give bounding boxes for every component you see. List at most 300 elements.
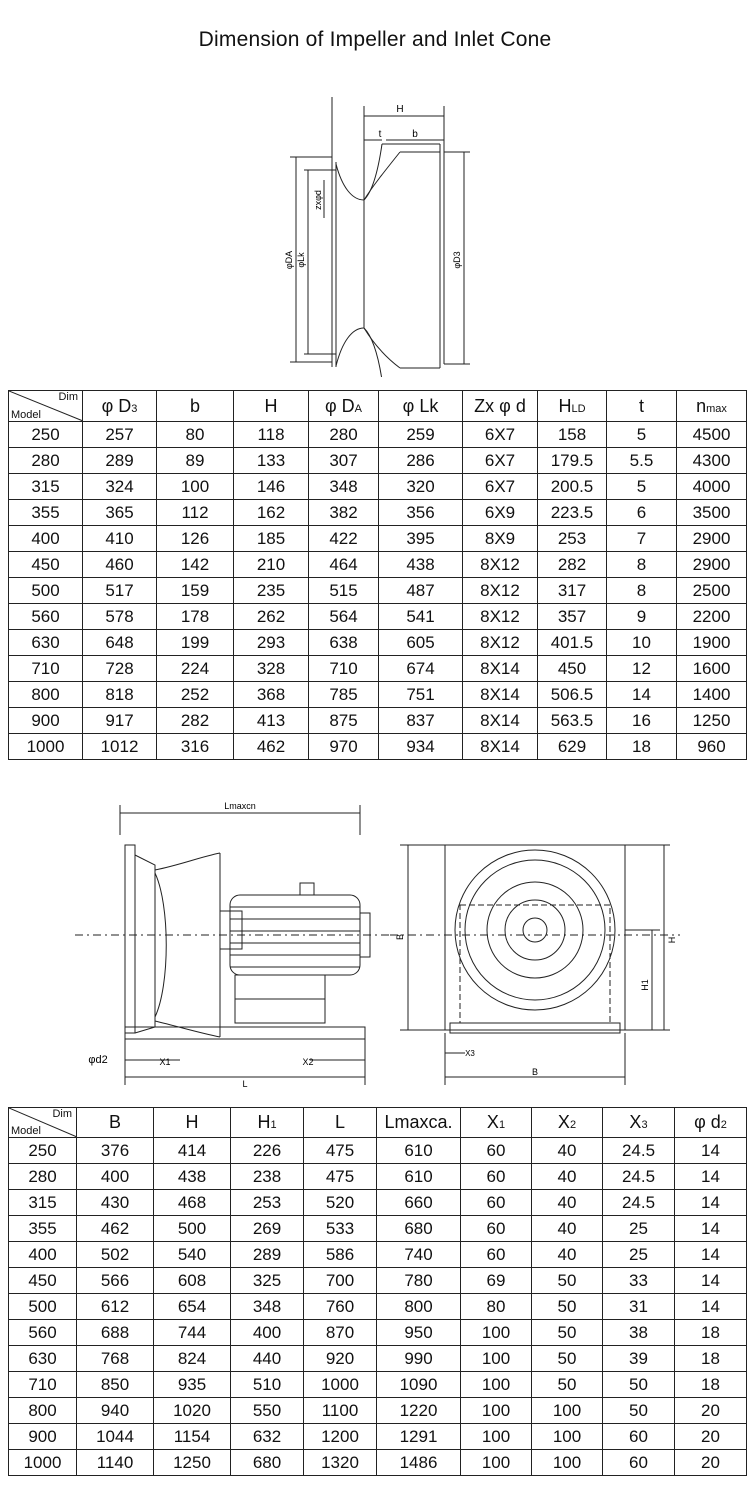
table-cell: 259 xyxy=(379,422,463,448)
table-cell: 1020 xyxy=(154,1398,231,1424)
table-cell: 235 xyxy=(234,578,309,604)
table-cell: 1100 xyxy=(304,1398,377,1424)
column-header xyxy=(154,1108,231,1138)
table-cell: 178 xyxy=(157,604,234,630)
table-cell: 464 xyxy=(309,552,379,578)
table-cell: 40 xyxy=(532,1138,603,1164)
column-header xyxy=(675,1108,747,1138)
table-row xyxy=(9,1268,747,1294)
table-cell: 8X14 xyxy=(463,734,538,760)
table-row xyxy=(9,708,747,734)
table-cell: 990 xyxy=(377,1346,461,1372)
table-cell: 400 xyxy=(231,1320,304,1346)
table-cell: 586 xyxy=(304,1242,377,1268)
table-cell: 605 xyxy=(379,630,463,656)
table-cell: 638 xyxy=(309,630,379,656)
label-b: b xyxy=(412,129,418,140)
label-zxd: zxφd xyxy=(313,190,323,210)
table-cell: 8X12 xyxy=(463,630,538,656)
table-cell: 50 xyxy=(532,1320,603,1346)
table-cell: 286 xyxy=(379,448,463,474)
table-cell: 4300 xyxy=(677,448,747,474)
table-cell: 1090 xyxy=(377,1372,461,1398)
table-cell: 223.5 xyxy=(538,500,607,526)
table-cell: 566 xyxy=(77,1268,154,1294)
model-cell: 800 xyxy=(9,1398,77,1424)
table-cell: 8X14 xyxy=(463,682,538,708)
table-cell: 920 xyxy=(304,1346,377,1372)
table-cell: 320 xyxy=(379,474,463,500)
table-cell: 100 xyxy=(461,1424,532,1450)
table-cell: 282 xyxy=(157,708,234,734)
column-header xyxy=(461,1108,532,1138)
model-cell: 1000 xyxy=(9,1450,77,1476)
table-cell: 14 xyxy=(675,1242,747,1268)
column-header-label: b xyxy=(189,395,200,416)
impeller-dimension-table xyxy=(8,390,747,760)
model-cell: 400 xyxy=(9,1242,77,1268)
table-cell: 1012 xyxy=(83,734,157,760)
table-cell: 785 xyxy=(309,682,379,708)
corner-dim-label: Dim xyxy=(52,1108,72,1120)
column-header-label: φ d xyxy=(694,1112,721,1132)
table-cell: 224 xyxy=(157,656,234,682)
table-cell: 460 xyxy=(83,552,157,578)
table-cell: 80 xyxy=(461,1294,532,1320)
table-cell: 14 xyxy=(675,1294,747,1320)
table-cell: 515 xyxy=(309,578,379,604)
table-cell: 960 xyxy=(677,734,747,760)
model-cell: 250 xyxy=(9,1138,77,1164)
table-cell: 142 xyxy=(157,552,234,578)
table2-corner-header xyxy=(9,1108,77,1138)
label-H1: H1 xyxy=(640,979,650,991)
label-lmax: Lmaxcn xyxy=(224,801,256,811)
page-title: Dimension of Impeller and Inlet Cone xyxy=(198,28,552,51)
table-cell: 1140 xyxy=(77,1450,154,1476)
table-cell: 8X12 xyxy=(463,578,538,604)
table-cell: 870 xyxy=(304,1320,377,1346)
column-header-subscript: 1 xyxy=(270,1119,277,1131)
table-cell: 40 xyxy=(532,1164,603,1190)
table-cell: 200.5 xyxy=(538,474,607,500)
table-cell: 608 xyxy=(154,1268,231,1294)
table-row xyxy=(9,526,747,552)
table-row xyxy=(9,682,747,708)
table-cell: 768 xyxy=(77,1346,154,1372)
table-cell: 468 xyxy=(154,1190,231,1216)
table-cell: 289 xyxy=(231,1242,304,1268)
table-cell: 307 xyxy=(309,448,379,474)
table-cell: 2200 xyxy=(677,604,747,630)
table-cell: 324 xyxy=(83,474,157,500)
table-cell: 162 xyxy=(234,500,309,526)
table-cell: 325 xyxy=(231,1268,304,1294)
table-cell: 9 xyxy=(607,604,677,630)
table-cell: 430 xyxy=(77,1190,154,1216)
model-cell: 630 xyxy=(9,630,83,656)
table-cell: 317 xyxy=(538,578,607,604)
column-header xyxy=(231,1108,304,1138)
column-header xyxy=(77,1108,154,1138)
label-L: L xyxy=(242,1079,248,1089)
table-cell: 20 xyxy=(675,1398,747,1424)
table-cell: 660 xyxy=(377,1190,461,1216)
table-cell: 146 xyxy=(234,474,309,500)
table-cell: 89 xyxy=(157,448,234,474)
corner-dim-label: Dim xyxy=(58,391,78,403)
table-cell: 50 xyxy=(532,1346,603,1372)
table-cell: 16 xyxy=(607,708,677,734)
table-cell: 100 xyxy=(461,1346,532,1372)
table-cell: 438 xyxy=(154,1164,231,1190)
column-header-label: t xyxy=(638,395,644,416)
table-cell: 917 xyxy=(83,708,157,734)
table-row xyxy=(9,422,747,448)
column-header-subscript: 2 xyxy=(720,1119,727,1131)
table-cell: 1044 xyxy=(77,1424,154,1450)
table-cell: 60 xyxy=(603,1424,675,1450)
table-cell: 510 xyxy=(231,1372,304,1398)
table-cell: 970 xyxy=(309,734,379,760)
table-cell: 837 xyxy=(379,708,463,734)
table-cell: 18 xyxy=(675,1320,747,1346)
column-header-label: φ D xyxy=(324,395,355,416)
table-cell: 6X7 xyxy=(463,474,538,500)
table-cell: 8 xyxy=(607,578,677,604)
table-cell: 680 xyxy=(377,1216,461,1242)
table-cell: 462 xyxy=(77,1216,154,1242)
table-cell: 348 xyxy=(231,1294,304,1320)
table-cell: 1220 xyxy=(377,1398,461,1424)
table-cell: 475 xyxy=(304,1138,377,1164)
table-cell: 357 xyxy=(538,604,607,630)
table-cell: 5.5 xyxy=(607,448,677,474)
table-cell: 269 xyxy=(231,1216,304,1242)
table-cell: 8X14 xyxy=(463,656,538,682)
table-cell: 50 xyxy=(532,1294,603,1320)
table-cell: 18 xyxy=(607,734,677,760)
model-cell: 315 xyxy=(9,1190,77,1216)
table-cell: 14 xyxy=(675,1190,747,1216)
table-cell: 648 xyxy=(83,630,157,656)
model-cell: 900 xyxy=(9,1424,77,1450)
column-header xyxy=(83,391,157,422)
table-cell: 69 xyxy=(461,1268,532,1294)
table-cell: 875 xyxy=(309,708,379,734)
table-cell: 100 xyxy=(532,1450,603,1476)
column-header-label: H xyxy=(264,395,278,416)
column-header-subscript: A xyxy=(354,402,362,415)
model-cell: 355 xyxy=(9,1216,77,1242)
table-cell: 475 xyxy=(304,1164,377,1190)
table-cell: 133 xyxy=(234,448,309,474)
column-header-label: H xyxy=(558,395,572,416)
table-cell: 935 xyxy=(154,1372,231,1398)
table-cell: 100 xyxy=(157,474,234,500)
column-header xyxy=(157,391,234,422)
table-row xyxy=(9,1424,747,1450)
model-cell: 630 xyxy=(9,1346,77,1372)
table-cell: 14 xyxy=(675,1268,747,1294)
table-row xyxy=(9,1242,747,1268)
table-cell: 438 xyxy=(379,552,463,578)
table-cell: 12 xyxy=(607,656,677,682)
table-cell: 610 xyxy=(377,1138,461,1164)
table-cell: 744 xyxy=(154,1320,231,1346)
table-row xyxy=(9,578,747,604)
table-row xyxy=(9,630,747,656)
table-cell: 6X9 xyxy=(463,500,538,526)
table-cell: 253 xyxy=(231,1190,304,1216)
column-header-label: B xyxy=(108,1112,121,1132)
table-cell: 60 xyxy=(461,1138,532,1164)
table-cell: 800 xyxy=(377,1294,461,1320)
label-Lk: φLk xyxy=(296,252,306,268)
column-header-subscript: 3 xyxy=(641,1119,648,1131)
impeller-inlet-cone-drawing xyxy=(260,92,490,377)
table-cell: 18 xyxy=(675,1346,747,1372)
table-cell: 50 xyxy=(532,1372,603,1398)
table-cell: 612 xyxy=(77,1294,154,1320)
label-t: t xyxy=(378,129,382,140)
label-D3: φD3 xyxy=(452,251,462,269)
table-cell: 126 xyxy=(157,526,234,552)
table-cell: 33 xyxy=(603,1268,675,1294)
label-d2: φd2 xyxy=(88,1054,108,1066)
table-cell: 401.5 xyxy=(538,630,607,656)
table-cell: 506.5 xyxy=(538,682,607,708)
table-row xyxy=(9,1398,747,1424)
column-header-subscript: 3 xyxy=(131,402,138,415)
column-header-subscript: 1 xyxy=(498,1119,506,1131)
column-header-label: X xyxy=(557,1112,570,1132)
table-cell: 1900 xyxy=(677,630,747,656)
table-cell: 824 xyxy=(154,1346,231,1372)
table-cell: 440 xyxy=(231,1346,304,1372)
table-cell: 8X9 xyxy=(463,526,538,552)
table-cell: 4500 xyxy=(677,422,747,448)
column-header-subscript: max xyxy=(706,402,727,415)
column-header xyxy=(677,391,747,422)
table-cell: 348 xyxy=(309,474,379,500)
table-cell: 6X7 xyxy=(463,422,538,448)
column-header xyxy=(463,391,538,422)
table-row xyxy=(9,656,747,682)
table-cell: 257 xyxy=(83,422,157,448)
table-cell: 1000 xyxy=(304,1372,377,1398)
column-header xyxy=(377,1108,461,1138)
table-cell: 6 xyxy=(607,500,677,526)
model-cell: 250 xyxy=(9,422,83,448)
column-header-label: H xyxy=(257,1112,271,1132)
table-cell: 940 xyxy=(77,1398,154,1424)
table-cell: 38 xyxy=(603,1320,675,1346)
table-cell: 210 xyxy=(234,552,309,578)
table-cell: 60 xyxy=(603,1450,675,1476)
model-cell: 355 xyxy=(9,500,83,526)
table1-body xyxy=(9,422,747,760)
table-cell: 674 xyxy=(379,656,463,682)
table-row xyxy=(9,1320,747,1346)
table-cell: 533 xyxy=(304,1216,377,1242)
table-cell: 7 xyxy=(607,526,677,552)
table-cell: 780 xyxy=(377,1268,461,1294)
table-row xyxy=(9,1138,747,1164)
table-row xyxy=(9,1164,747,1190)
table-cell: 293 xyxy=(234,630,309,656)
model-cell: 450 xyxy=(9,552,83,578)
table-row xyxy=(9,1190,747,1216)
table-cell: 680 xyxy=(231,1450,304,1476)
table-cell: 14 xyxy=(675,1138,747,1164)
table-row xyxy=(9,552,747,578)
table-cell: 112 xyxy=(157,500,234,526)
table-cell: 395 xyxy=(379,526,463,552)
table-cell: 487 xyxy=(379,578,463,604)
table-cell: 410 xyxy=(83,526,157,552)
table-cell: 199 xyxy=(157,630,234,656)
table-cell: 500 xyxy=(154,1216,231,1242)
table-cell: 100 xyxy=(461,1320,532,1346)
table-cell: 1486 xyxy=(377,1450,461,1476)
label-X1: X1 xyxy=(159,1057,171,1067)
table-cell: 540 xyxy=(154,1242,231,1268)
table-cell: 118 xyxy=(234,422,309,448)
table-cell: 413 xyxy=(234,708,309,734)
table-cell: 25 xyxy=(603,1216,675,1242)
table-cell: 60 xyxy=(461,1190,532,1216)
column-header-label: X xyxy=(629,1112,642,1132)
table-cell: 2500 xyxy=(677,578,747,604)
table-row xyxy=(9,1450,747,1476)
table-cell: 376 xyxy=(77,1138,154,1164)
table-cell: 50 xyxy=(532,1268,603,1294)
table-cell: 8X12 xyxy=(463,552,538,578)
column-header xyxy=(304,1108,377,1138)
table-cell: 3500 xyxy=(677,500,747,526)
table-cell: 850 xyxy=(77,1372,154,1398)
fan-assembly-drawing xyxy=(70,795,690,1095)
model-cell: 280 xyxy=(9,448,83,474)
model-cell: 1000 xyxy=(9,734,83,760)
table-cell: 1320 xyxy=(304,1450,377,1476)
table-cell: 100 xyxy=(461,1398,532,1424)
table-cell: 40 xyxy=(532,1190,603,1216)
table-row xyxy=(9,1294,747,1320)
table-cell: 400 xyxy=(77,1164,154,1190)
table-cell: 24.5 xyxy=(603,1164,675,1190)
table-row xyxy=(9,474,747,500)
model-cell: 560 xyxy=(9,604,83,630)
table-cell: 564 xyxy=(309,604,379,630)
table-cell: 50 xyxy=(603,1372,675,1398)
table-cell: 414 xyxy=(154,1138,231,1164)
column-header-label: L xyxy=(334,1112,345,1132)
table-cell: 20 xyxy=(675,1450,747,1476)
table-cell: 517 xyxy=(83,578,157,604)
table-cell: 740 xyxy=(377,1242,461,1268)
table-cell: 450 xyxy=(538,656,607,682)
table-cell: 20 xyxy=(675,1424,747,1450)
table-cell: 39 xyxy=(603,1346,675,1372)
table-cell: 578 xyxy=(83,604,157,630)
table-row xyxy=(9,1372,747,1398)
table-row xyxy=(9,734,747,760)
table-cell: 185 xyxy=(234,526,309,552)
table-cell: 252 xyxy=(157,682,234,708)
table-cell: 100 xyxy=(461,1372,532,1398)
table-cell: 100 xyxy=(532,1398,603,1424)
table-cell: 100 xyxy=(532,1424,603,1450)
table-cell: 8X14 xyxy=(463,708,538,734)
table-cell: 728 xyxy=(83,656,157,682)
table-cell: 280 xyxy=(309,422,379,448)
model-cell: 710 xyxy=(9,656,83,682)
table-cell: 1250 xyxy=(154,1450,231,1476)
model-cell: 280 xyxy=(9,1164,77,1190)
table-cell: 60 xyxy=(461,1242,532,1268)
table-cell: 316 xyxy=(157,734,234,760)
table-cell: 2900 xyxy=(677,552,747,578)
table-cell: 80 xyxy=(157,422,234,448)
table-cell: 18 xyxy=(675,1372,747,1398)
table-cell: 365 xyxy=(83,500,157,526)
column-header-label: n xyxy=(696,395,707,416)
corner-model-label: Model xyxy=(11,1125,41,1137)
table-cell: 14 xyxy=(607,682,677,708)
model-cell: 500 xyxy=(9,578,83,604)
table-cell: 1600 xyxy=(677,656,747,682)
column-header-subscript: 2 xyxy=(569,1119,577,1131)
column-header-label: φ D xyxy=(101,395,132,416)
table-cell: 654 xyxy=(154,1294,231,1320)
table-cell: 688 xyxy=(77,1320,154,1346)
table-cell: 158 xyxy=(538,422,607,448)
table-cell: 10 xyxy=(607,630,677,656)
table-cell: 818 xyxy=(83,682,157,708)
column-header xyxy=(603,1108,675,1138)
column-header-label: H xyxy=(185,1112,199,1132)
table-cell: 356 xyxy=(379,500,463,526)
table-cell: 1200 xyxy=(304,1424,377,1450)
table-cell: 950 xyxy=(377,1320,461,1346)
table-cell: 40 xyxy=(532,1242,603,1268)
model-cell: 450 xyxy=(9,1268,77,1294)
table-cell: 238 xyxy=(231,1164,304,1190)
table-cell: 502 xyxy=(77,1242,154,1268)
table-cell: 1250 xyxy=(677,708,747,734)
table-cell: 382 xyxy=(309,500,379,526)
label-X3: X3 xyxy=(465,1049,475,1058)
label-H: H xyxy=(396,104,404,115)
column-header-subscript: LD xyxy=(571,402,586,415)
model-cell: 800 xyxy=(9,682,83,708)
table-cell: 541 xyxy=(379,604,463,630)
model-cell: 400 xyxy=(9,526,83,552)
table-cell: 289 xyxy=(83,448,157,474)
column-header-label: Lmaxca. xyxy=(384,1112,453,1132)
table-cell: 2900 xyxy=(677,526,747,552)
corner-model-label: Model xyxy=(11,409,41,421)
table1-corner-header xyxy=(9,391,83,422)
table-cell: 14 xyxy=(675,1216,747,1242)
table-cell: 610 xyxy=(377,1164,461,1190)
table-cell: 5 xyxy=(607,474,677,500)
table-cell: 422 xyxy=(309,526,379,552)
table-cell: 31 xyxy=(603,1294,675,1320)
model-cell: 900 xyxy=(9,708,83,734)
